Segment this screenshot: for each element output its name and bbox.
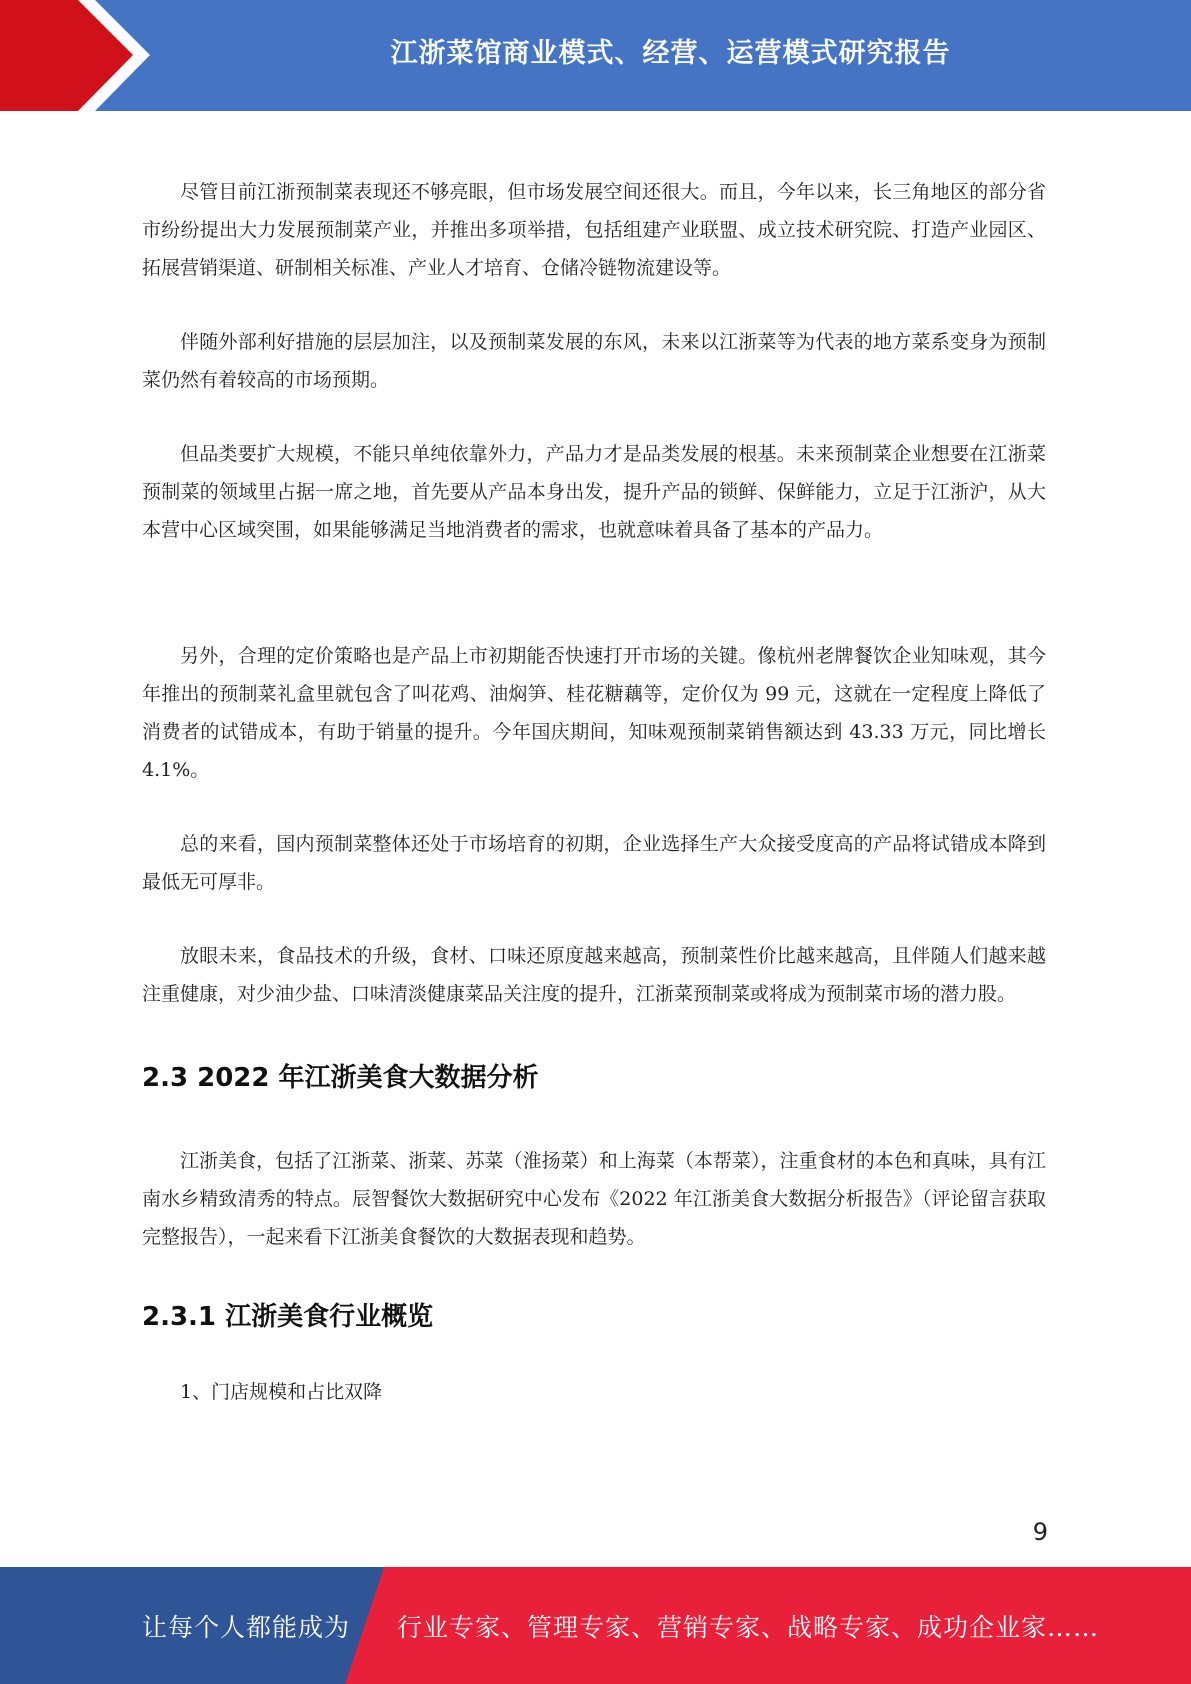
main-content bbox=[142, 173, 1046, 1411]
document-title: 江浙菜馆商业模式、经营、运营模式研究报告 bbox=[390, 37, 951, 69]
paragraph-pricing-strategy: 另外，合理的定价策略也是产品上市初期能否快速打开市场的关键。像杭州老牌餐饮企业知味观，其今年推出的预制菜礼盒里就包含了叫花鸡、油焖笋、桂花糖藕等，定价仅为 99 元，这就在一定程度上降低了消费者的试错成本，有助于销量的提升。今年国庆期间，知味观预制菜销售额达到 43.33 万元，同比增长 4.1%。 bbox=[142, 645, 1046, 781]
page-footer bbox=[0, 1567, 1191, 1684]
section-heading-2-3: 2.3 2022 年江浙美食大数据分析 bbox=[142, 1063, 539, 1093]
footer-slogan-left: 让每个人都能成为 bbox=[142, 1612, 351, 1642]
paragraph-product-strength: 但品类要扩大规模，不能只单纯依靠外力，产品力才是品类发展的根基。未来预制菜企业想要在江浙菜预制菜的领域里占据一席之地，首先要从产品本身出发，提升产品的锁鲜、保鲜能力，立足于江浙沪，从大本营中心区域突围，如果能够满足当地消费者的需求，也就意味着具备了基本的产品力。 bbox=[142, 443, 1046, 541]
section-heading-2-3-1: 2.3.1 江浙美食行业概览 bbox=[142, 1302, 434, 1332]
list-item-store-scale: 1、门店规模和占比双降 bbox=[180, 1381, 383, 1403]
footer-slogan-right: 行业专家、管理专家、营销专家、战略专家、成功企业家…… bbox=[397, 1612, 1100, 1642]
paragraph-summary: 总的来看，国内预制菜整体还处于市场培育的初期，企业选择生产大众接受度高的产品将试错成本降到最低无可厚非。 bbox=[142, 833, 1046, 893]
paragraph-future: 放眼未来，食品技术的升级，食材、口味还原度越来越高，预制菜性价比越来越高，且伴随人们越来越注重健康，对少油少盐、口味清淡健康菜品关注度的提升，江浙菜预制菜或将成为预制菜市场的潜力股。 bbox=[142, 945, 1046, 1005]
paragraph-section-2-3: 江浙美食，包括了江浙菜、浙菜、苏菜（淮扬菜）和上海菜（本帮菜），注重食材的本色和真味，具有江南水乡精致清秀的特点。辰智餐饮大数据研究中心发布《2022 年江浙美食大数据分析报告》（评论留言获取完整报告），一起来看下江浙美食餐饮的大数据表现和趋势。 bbox=[142, 1150, 1046, 1248]
page-number: 9 bbox=[1032, 1518, 1048, 1546]
red-chevron-decoration bbox=[0, 0, 160, 111]
paragraph-market-expectation: 伴随外部利好措施的层层加注，以及预制菜发展的东风，未来以江浙菜等为代表的地方菜系变身为预制菜仍然有着较高的市场预期。 bbox=[142, 331, 1046, 391]
paragraph-prepared-dishes-outlook: 尽管目前江浙预制菜表现还不够亮眼，但市场发展空间还很大。而且，今年以来，长三角地区的部分省市纷纷提出大力发展预制菜产业，并推出多项举措，包括组建产业联盟、成立技术研究院、打造产业园区、拓展营销渠道、研制相关标准、产业人才培育、仓储冷链物流建设等。 bbox=[142, 181, 1046, 279]
page-header bbox=[0, 0, 1191, 111]
